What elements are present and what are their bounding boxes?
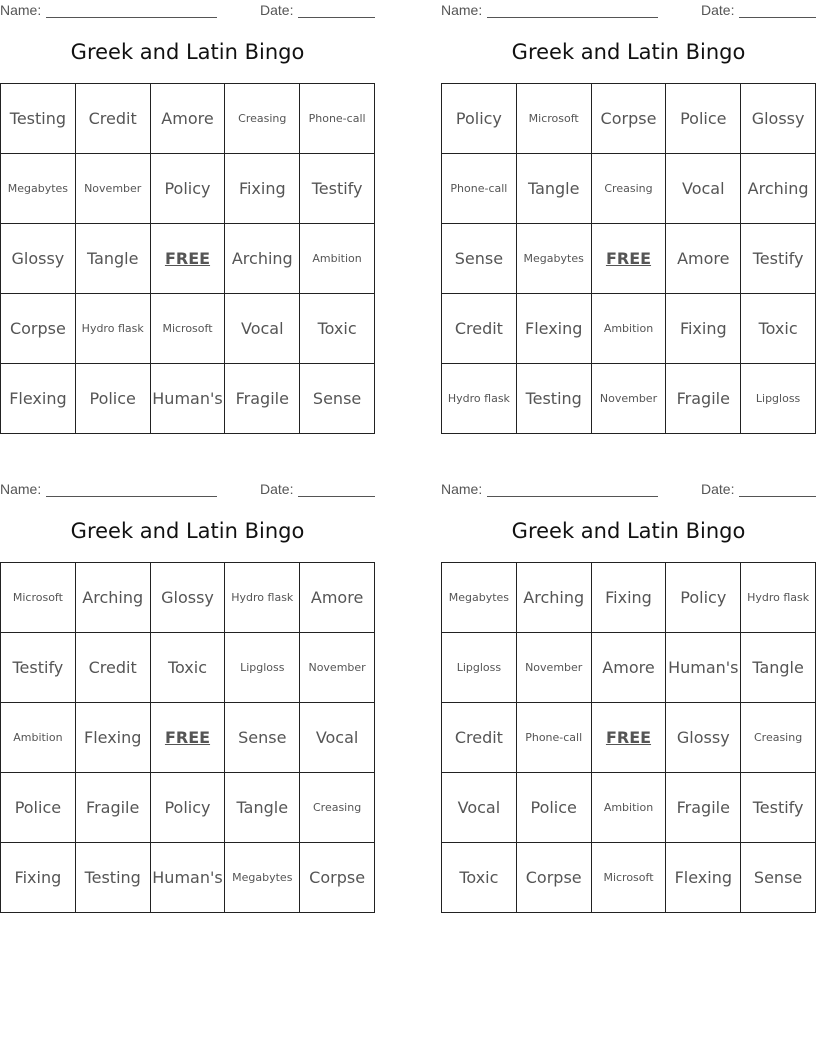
bingo-card-2 <box>441 0 816 435</box>
bingo-cell: Fragile <box>666 773 741 843</box>
bingo-cell: Creasing <box>225 84 300 154</box>
free-space: FREE <box>592 703 667 773</box>
bingo-cell: Sense <box>300 364 375 434</box>
bingo-cell: Corpse <box>300 843 375 913</box>
bingo-cell: Policy <box>442 84 517 154</box>
bingo-cell: Glossy <box>666 703 741 773</box>
bingo-cell: Police <box>1 773 76 843</box>
bingo-cell: Toxic <box>300 294 375 364</box>
bingo-cell: Vocal <box>300 703 375 773</box>
bingo-cell: Police <box>666 84 741 154</box>
bingo-cell: Testing <box>1 84 76 154</box>
date-label: Date: <box>260 2 294 18</box>
bingo-cell: Vocal <box>442 773 517 843</box>
bingo-cell: Tangle <box>517 154 592 224</box>
bingo-cell: Fragile <box>666 364 741 434</box>
bingo-cell: Amore <box>592 633 667 703</box>
bingo-cell: November <box>517 633 592 703</box>
free-space: FREE <box>592 224 667 294</box>
card-title: Greek and Latin Bingo <box>511 40 746 64</box>
bingo-cell: Arching <box>517 563 592 633</box>
bingo-card-4 <box>441 479 816 914</box>
card-title: Greek and Latin Bingo <box>70 40 305 64</box>
bingo-cell: Ambition <box>1 703 76 773</box>
bingo-cell: Microsoft <box>151 294 226 364</box>
name-date-bar <box>441 2 816 20</box>
bingo-cell: Sense <box>225 703 300 773</box>
bingo-cell: Fragile <box>225 364 300 434</box>
bingo-cell: Megabytes <box>225 843 300 913</box>
date-blank-line <box>739 496 816 497</box>
bingo-cell: November <box>592 364 667 434</box>
bingo-cell: Lipgloss <box>225 633 300 703</box>
bingo-cell: Credit <box>76 633 151 703</box>
bingo-cell: Toxic <box>442 843 517 913</box>
bingo-cell: Credit <box>442 294 517 364</box>
bingo-cell: November <box>76 154 151 224</box>
bingo-cell: Ambition <box>300 224 375 294</box>
bingo-cell: Phone-call <box>442 154 517 224</box>
name-label: Name: <box>441 481 483 497</box>
bingo-cell: Amore <box>666 224 741 294</box>
bingo-cell: Policy <box>666 563 741 633</box>
bingo-cell: Ambition <box>592 773 667 843</box>
bingo-cell: Sense <box>741 843 816 913</box>
bingo-cell: Amore <box>300 563 375 633</box>
bingo-cell: Credit <box>442 703 517 773</box>
bingo-grid <box>0 83 375 434</box>
bingo-cell: Police <box>517 773 592 843</box>
bingo-cell: Arching <box>76 563 151 633</box>
free-space: FREE <box>151 224 226 294</box>
name-label: Name: <box>441 2 483 18</box>
bingo-cell: Fixing <box>225 154 300 224</box>
bingo-grid <box>0 562 375 913</box>
bingo-cell: Glossy <box>151 563 226 633</box>
bingo-cell: Vocal <box>225 294 300 364</box>
bingo-cell: Flexing <box>1 364 76 434</box>
bingo-cell: Corpse <box>517 843 592 913</box>
bingo-cell: Creasing <box>592 154 667 224</box>
name-label: Name: <box>0 2 42 18</box>
bingo-cell: Megabytes <box>442 563 517 633</box>
bingo-cell: Glossy <box>1 224 76 294</box>
bingo-cell: Phone-call <box>300 84 375 154</box>
name-blank-line <box>487 496 658 497</box>
bingo-cell: Hydro flask <box>741 563 816 633</box>
bingo-cell: Testing <box>517 364 592 434</box>
bingo-cell: Fixing <box>666 294 741 364</box>
bingo-cell: Ambition <box>592 294 667 364</box>
bingo-cell: Creasing <box>300 773 375 843</box>
bingo-card-1 <box>0 0 375 435</box>
name-blank-line <box>487 17 658 18</box>
bingo-cell: Fragile <box>76 773 151 843</box>
bingo-cell: Glossy <box>741 84 816 154</box>
bingo-cell: Policy <box>151 773 226 843</box>
bingo-cell: Lipgloss <box>442 633 517 703</box>
bingo-cell: Lipgloss <box>741 364 816 434</box>
bingo-cell: Arching <box>225 224 300 294</box>
bingo-cell: Vocal <box>666 154 741 224</box>
bingo-cell: Flexing <box>76 703 151 773</box>
name-blank-line <box>46 17 217 18</box>
bingo-cell: Fixing <box>1 843 76 913</box>
bingo-cell: Flexing <box>517 294 592 364</box>
bingo-cell: Policy <box>151 154 226 224</box>
bingo-cell: Hydro flask <box>76 294 151 364</box>
bingo-cell: Toxic <box>151 633 226 703</box>
date-label: Date: <box>701 481 735 497</box>
date-blank-line <box>739 17 816 18</box>
name-date-bar <box>441 481 816 499</box>
name-label: Name: <box>0 481 42 497</box>
bingo-cell: Flexing <box>666 843 741 913</box>
bingo-cell: Amore <box>151 84 226 154</box>
name-date-bar <box>0 481 375 499</box>
bingo-cell: Megabytes <box>1 154 76 224</box>
bingo-cell: Microsoft <box>592 843 667 913</box>
date-label: Date: <box>701 2 735 18</box>
date-label: Date: <box>260 481 294 497</box>
bingo-cell: Human's <box>666 633 741 703</box>
bingo-grid <box>441 83 816 434</box>
bingo-cell: Human's <box>151 843 226 913</box>
bingo-cell: Fixing <box>592 563 667 633</box>
bingo-cell: Toxic <box>741 294 816 364</box>
card-title: Greek and Latin Bingo <box>70 519 305 543</box>
bingo-cell: Credit <box>76 84 151 154</box>
bingo-cell: Police <box>76 364 151 434</box>
bingo-cell: Tangle <box>741 633 816 703</box>
bingo-cell: Testify <box>741 773 816 843</box>
bingo-cell: Tangle <box>225 773 300 843</box>
bingo-cell: Tangle <box>76 224 151 294</box>
bingo-cell: Hydro flask <box>442 364 517 434</box>
free-space: FREE <box>151 703 226 773</box>
bingo-cell: Microsoft <box>517 84 592 154</box>
name-blank-line <box>46 496 217 497</box>
bingo-cell: Corpse <box>592 84 667 154</box>
bingo-cell: Creasing <box>741 703 816 773</box>
bingo-cell: Hydro flask <box>225 563 300 633</box>
date-blank-line <box>298 496 375 497</box>
card-title: Greek and Latin Bingo <box>511 519 746 543</box>
bingo-cell: Testify <box>741 224 816 294</box>
bingo-cell: Phone-call <box>517 703 592 773</box>
bingo-cell: Microsoft <box>1 563 76 633</box>
bingo-cell: Corpse <box>1 294 76 364</box>
bingo-grid <box>441 562 816 913</box>
name-date-bar <box>0 2 375 20</box>
bingo-cell: November <box>300 633 375 703</box>
bingo-cell: Testify <box>1 633 76 703</box>
date-blank-line <box>298 17 375 18</box>
bingo-card-3 <box>0 479 375 914</box>
bingo-cell: Sense <box>442 224 517 294</box>
bingo-cell: Human's <box>151 364 226 434</box>
bingo-cell: Megabytes <box>517 224 592 294</box>
bingo-cell: Arching <box>741 154 816 224</box>
bingo-cell: Testing <box>76 843 151 913</box>
bingo-cell: Testify <box>300 154 375 224</box>
